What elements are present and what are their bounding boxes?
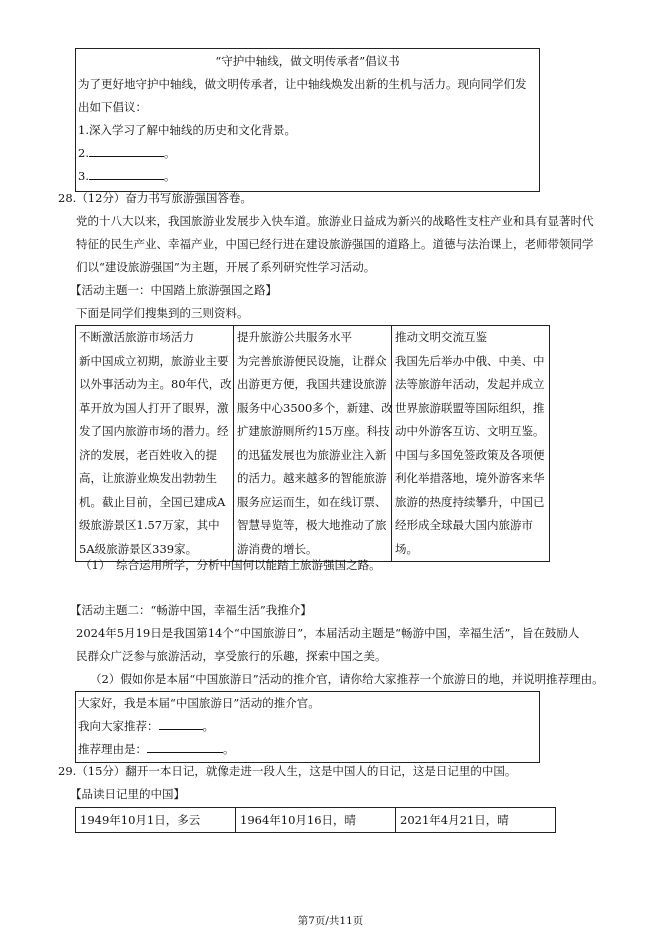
proposal-box (75, 48, 540, 192)
proposal-intro-line: 出如下倡议： (78, 100, 147, 114)
material-text: 革开放为国人打开了眼界，激 (79, 400, 229, 415)
material-text: 利化举措落地，境外游客来华 (395, 471, 545, 485)
item-number: 2. (78, 146, 89, 160)
reason-label: 推荐理由是： (78, 742, 147, 756)
material-text: 5A级旅游景区339家。 (79, 541, 198, 556)
material-text: 我国先后举办中俄、中美、中 (395, 353, 545, 368)
recommend-label: 我向大家推荐： (78, 719, 159, 733)
material-text: 中国与多国免签政策及各项便 (395, 447, 545, 462)
answer-blank[interactable] (147, 741, 223, 753)
paragraph-line: 特征的民生产业、幸福产业，中国已经行进在建设旅游强国的道路上。道德与法治课上，老师带领同学 (76, 237, 594, 251)
activity-theme-1: 【活动主题一：中国踏上旅游强国之路】 (70, 283, 277, 297)
material-text: 场。 (395, 541, 418, 556)
end-mark: 。 (163, 146, 176, 160)
material-text: 级旅游景区1.57万家，其中 (79, 518, 220, 532)
end-mark: 。 (202, 719, 214, 733)
q29-theme: 【品读日记里的中国】 (70, 787, 185, 801)
item-number: 3. (78, 169, 89, 183)
material-text: 为完善旅游便民设施，让群众 (237, 353, 387, 368)
material-text: 以外事活动为主。80年代，改 (79, 377, 232, 391)
question-29-header: 29.（15分）翻开一本日记，就像走进一段人生，这是中国人的日记，这是日记里的中国。 (58, 764, 517, 778)
material-text: 济的发展，老百姓收入的提 (79, 447, 217, 462)
diary-date-cell: 2021年4月21日，晴 (396, 808, 556, 833)
material-text: 出游更方便，我国共建设旅游 (237, 377, 387, 391)
end-mark: 。 (163, 169, 176, 183)
answer-blank[interactable] (159, 718, 203, 730)
paragraph-line: 2024年5月19日是我国第14个“中国旅游日”，本届活动主题是“畅游中国，幸福生活”，旨在鼓励人 (76, 626, 580, 640)
answer-blank[interactable] (89, 145, 164, 157)
proposal-item-1: 1.深入学习了解中轴线的历史和文化背景。 (78, 123, 296, 137)
diary-date-cell: 1964年10月16日，晴 (236, 808, 396, 833)
materials-intro: 下面是同学们搜集到的三则资料。 (76, 306, 249, 320)
material-text: 扩建旅游厕所约15万座。科技 (237, 424, 390, 438)
paragraph-line: 们以“建设旅游强国”为主题，开展了系列研究性学习活动。 (76, 260, 376, 274)
material-title: 提升旅游公共服务水平 (237, 330, 352, 344)
material-title: 不断激活旅游市场活力 (79, 330, 194, 344)
recommend-greeting: 大家好，我是本届“中国旅游日”活动的推介官。 (78, 696, 320, 710)
material-text: 游消费的增长。 (237, 541, 318, 556)
material-title: 推动文明交流互鉴 (395, 330, 487, 344)
material-text: 经形成全球最大国内旅游市 (395, 518, 533, 532)
page-footer: 第7页/共11页 (297, 915, 364, 927)
paragraph-line: 民群众广泛参与旅游活动，享受旅行的乐趣，探索中国之美。 (76, 649, 387, 663)
proposal-title: “守护中轴线，做文明传承者”倡议书 (215, 54, 400, 68)
recommend-reason-line (78, 741, 235, 757)
sub-question-1: （1） 综合运用所学，分析中国何以能踏上旅游强国之路。 (80, 558, 381, 572)
paragraph-line: 党的十八大以来，我国旅游业发展步入快车道。旅游业日益成为新兴的战略性支柱产业和具有显著时代 (76, 214, 594, 228)
recommendation-box (75, 691, 540, 763)
material-text: 世界旅游联盟等国际组织，推 (395, 400, 545, 415)
material-text: 服务中心3500多个，新建、改 (237, 400, 393, 415)
material-cell (234, 326, 392, 562)
diary-table (75, 807, 556, 833)
material-cell (392, 326, 550, 562)
material-text: 新中国成立初期，旅游业主要 (79, 353, 229, 368)
diary-date-cell: 1949年10月1日，多云 (76, 808, 236, 833)
end-mark: 。 (223, 742, 235, 756)
material-text: 的迅猛发展也为旅游业注入新 (237, 447, 387, 462)
materials-table (75, 325, 550, 562)
material-text: 发了国内旅游市场的潜力。经 (79, 424, 229, 438)
material-cell (76, 326, 234, 562)
activity-theme-2: 【活动主题二：“畅游中国，幸福生活”我推介】 (70, 603, 312, 617)
material-text: 机。截止目前，全国已建成A (79, 494, 226, 509)
recommend-place-line (78, 718, 214, 734)
material-text: 法等旅游年活动，发起并成立 (395, 377, 545, 391)
material-text: 服务应运而生，如在线订票、 (237, 494, 387, 509)
question-28-header: 28.（12分）奋力书写旅游强国答卷。 (58, 191, 252, 205)
material-text: 旅游的热度持续攀升，中国已 (395, 494, 545, 509)
material-text: 高，让旅游业焕发出勃勃生 (79, 471, 217, 485)
answer-blank[interactable] (89, 168, 164, 180)
material-text: 动中外游客互访、文明互鉴。 (395, 424, 545, 438)
proposal-item-2 (78, 145, 175, 161)
proposal-intro-line: 为了更好地守护中轴线，做文明传承者，让中轴线焕发出新的生机与活力。现向同学们发 (78, 77, 527, 91)
sub-question-2: （2）假如你是本届“中国旅游日”活动的推介官，请你给大家推荐一个旅游日的地，并说明推荐理由。 (90, 672, 604, 686)
proposal-item-3 (78, 168, 175, 184)
material-text: 智慧导览等，极大地推动了旅 (237, 518, 387, 532)
material-text: 的活力。越来越多的智能旅游 (237, 471, 387, 485)
